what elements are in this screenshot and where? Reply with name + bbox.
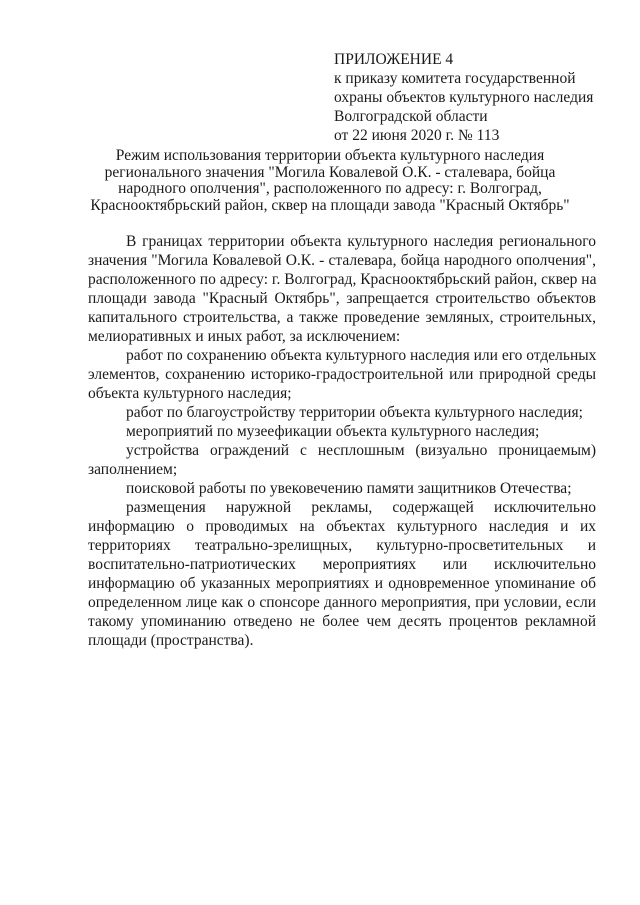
body-paragraph	[88, 479, 596, 498]
paragraph-line: расположенного по адресу: г. Волгоград, Краснооктябрьский район, сквер на	[88, 271, 597, 288]
paragraph-line: информацию об указанных мероприятиях и одновременное упоминание об	[88, 575, 596, 592]
paragraph-line: мелиоративных и иных работ, за исключением:	[88, 328, 401, 345]
document-title	[70, 148, 590, 214]
appendix-line: охраны объектов культурного наследия	[334, 89, 594, 106]
paragraph-line: определенном лице как о спонсоре данного мероприятия, при условии, если	[88, 594, 596, 611]
paragraph-line: информацию о проводимых на объектах культурного наследия и их	[88, 518, 596, 535]
body-paragraph	[88, 232, 596, 346]
paragraph-line: поисковой работы по увековечению памяти защитников Отечества;	[126, 480, 572, 497]
title-line: Режим использования территории объекта культурного наследия	[115, 147, 545, 164]
body-paragraph	[88, 441, 596, 479]
appendix-date-number: от 22 июня 2020 г. № 113	[334, 127, 500, 144]
body-paragraph	[88, 403, 596, 422]
body-paragraph	[88, 346, 596, 403]
paragraph-line: территориях театрально-зрелищных, культурно-просветительных и	[88, 537, 596, 554]
appendix-line: к приказу комитета государственной	[334, 70, 576, 87]
appendix-header	[334, 50, 624, 145]
paragraph-line: устройства ограждений с несплошным (визуально проницаемым)	[126, 442, 596, 459]
title-line: регионального значения "Могила Ковалевой О.К. - сталевара, бойца	[104, 163, 556, 181]
paragraph-line: площади завода "Красный Октябрь", запрещается строительство объектов	[88, 290, 596, 307]
body-paragraph	[88, 422, 596, 441]
paragraph-line: мероприятий по музеефикации объекта культурного наследия;	[126, 423, 540, 440]
paragraph-line: работ по благоустройству территории объекта культурного наследия;	[126, 404, 583, 421]
paragraph-line: площади (пространства).	[88, 632, 254, 649]
paragraph-line: объекта культурного наследия;	[88, 385, 292, 402]
paragraph-line: значения "Могила Ковалевой О.К. - сталевара, бойца народного ополчения",	[88, 252, 596, 269]
paragraph-line: воспитательно-патриотических мероприятиях или исключительно	[88, 556, 596, 573]
paragraph-line: элементов, сохранению историко-градостроительной или природной среды	[88, 366, 596, 383]
paragraph-line: работ по сохранению объекта культурного наследия или его отдельных	[126, 347, 597, 364]
paragraph-line: размещения наружной рекламы, содержащей исключительно	[126, 499, 596, 516]
title-line: народного ополчения", расположенного по адресу: г. Волгоград,	[118, 180, 542, 197]
body-paragraph	[88, 498, 596, 650]
document-body	[88, 232, 596, 650]
paragraph-line: заполнением;	[88, 461, 178, 478]
paragraph-line: такому упоминанию отведено не более чем десять процентов рекламной	[88, 613, 596, 630]
appendix-line: Волгоградской области	[334, 108, 488, 125]
paragraph-line: капитального строительства, а также проведение земляных, строительных,	[88, 309, 596, 326]
appendix-title: ПРИЛОЖЕНИЕ 4	[334, 51, 454, 68]
paragraph-line: В границах территории объекта культурного наследия регионального	[126, 233, 596, 250]
title-line: Краснооктябрьский район, сквер на площади завода "Красный Октябрь"	[90, 196, 570, 214]
